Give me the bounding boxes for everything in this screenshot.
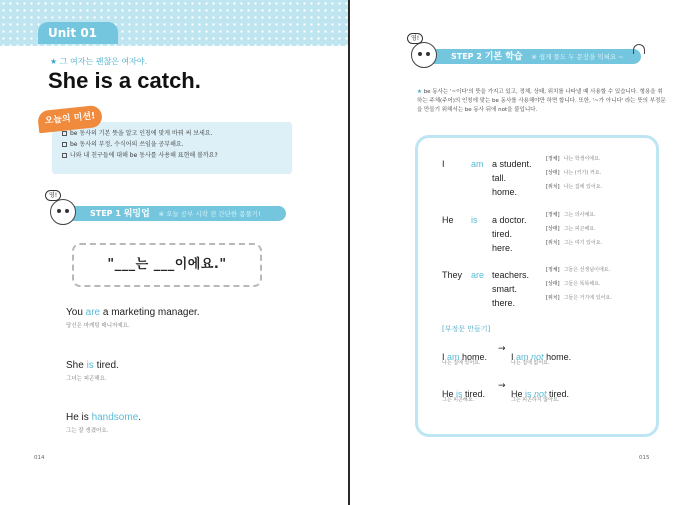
- neg-pre: I: [511, 352, 517, 362]
- word: home.: [492, 187, 518, 197]
- kr: 나는 (키가) 커요.: [563, 170, 602, 176]
- example-verb: is: [86, 360, 94, 371]
- mission-item: [62, 139, 284, 150]
- step-name: 기본 학습: [484, 52, 523, 62]
- example-sentence: [66, 307, 200, 329]
- group-translation: [546, 280, 601, 287]
- group-translation: [546, 183, 602, 190]
- tag: [위치]: [546, 295, 560, 301]
- left-page: [0, 0, 349, 505]
- group-subject: [442, 263, 462, 282]
- tag: [상태]: [546, 281, 560, 287]
- group-verb: [471, 208, 478, 227]
- example-ko: 당신은 마케팅 매니저예요.: [66, 323, 130, 329]
- neg-post: home.: [543, 352, 572, 362]
- mission-item: [62, 150, 284, 161]
- group-verb: [471, 263, 484, 282]
- right-page: [351, 0, 700, 505]
- book-gutter: [348, 0, 350, 505]
- group-translation: [546, 294, 612, 301]
- checkbox-icon: [62, 142, 67, 147]
- step-name: 워밍업: [123, 209, 150, 219]
- verb: am: [471, 159, 484, 169]
- positive-ko: 그는 피곤해요.: [442, 397, 475, 403]
- example-ko: 그녀는 피곤해요.: [66, 376, 107, 382]
- step-number: STEP 1: [90, 209, 121, 218]
- kr: 나는 집에 있어요.: [563, 184, 603, 190]
- group-word: [492, 291, 515, 310]
- subject: He: [442, 215, 454, 225]
- mission-text: 나와 내 친구들에 대해 be 동사를 사용해 표현해 볼까요?: [70, 152, 218, 159]
- example-en: [66, 412, 141, 423]
- tag: [상태]: [546, 226, 560, 232]
- speech-bubble: 영!: [45, 190, 61, 201]
- kr: 나는 학생이에요.: [563, 156, 601, 162]
- word: there.: [492, 298, 516, 308]
- word: a doctor.: [492, 215, 527, 225]
- group-word: [492, 236, 513, 255]
- star-icon: ★: [417, 89, 424, 95]
- pos-verb: am: [447, 352, 460, 362]
- word: here.: [492, 243, 513, 253]
- subtitle-text: 그 여자는 괜찮은 여자야.: [59, 57, 148, 66]
- word: a student.: [492, 159, 532, 169]
- unit-tab: [38, 22, 118, 44]
- tag: [정체]: [546, 156, 560, 162]
- group-translation: [546, 266, 610, 273]
- subject: They: [442, 270, 463, 280]
- negated-ko: 그는 피곤하지 않아요.: [511, 397, 560, 403]
- step1-label: [90, 206, 261, 222]
- step2-label: [451, 49, 624, 65]
- positive-ko: 나는 집에 있어요.: [442, 360, 481, 366]
- kr: 그는 의사예요.: [563, 212, 596, 218]
- page-number: 015: [639, 455, 650, 461]
- lesson-subtitle: [50, 56, 147, 67]
- checkbox-icon: [62, 153, 67, 158]
- neg-verb: am: [516, 352, 529, 362]
- word: tall.: [492, 173, 507, 183]
- example-post: a marketing manager.: [100, 307, 200, 318]
- step-number: STEP 2: [451, 52, 482, 61]
- group-verb: [471, 152, 484, 171]
- tag: [위치]: [546, 240, 560, 246]
- neg-not: not: [531, 352, 544, 362]
- mission-badge: 오늘의 미션!: [37, 105, 103, 134]
- verb: is: [471, 215, 478, 225]
- neg-pre: He: [511, 389, 526, 399]
- mission-box: [52, 122, 292, 174]
- example-pre: You: [66, 307, 86, 318]
- mission-item: [62, 128, 284, 139]
- neg-not: not: [534, 389, 547, 399]
- group-translation: [546, 225, 596, 232]
- group-subject: [442, 208, 454, 227]
- pos-pre: I: [442, 352, 448, 362]
- kr: 그들은 선생님이에요.: [563, 267, 611, 273]
- kr: 그들은 거기에 있어요.: [563, 295, 612, 301]
- example-pre: She: [66, 360, 87, 371]
- example-verb: are: [85, 307, 101, 318]
- word: tired.: [492, 229, 513, 239]
- group-translation: [546, 211, 596, 218]
- subject: I: [442, 159, 445, 169]
- step-desc: ※ 쉽게 풀도 두 문장을 익혀요 ~: [531, 53, 624, 61]
- speech-bubble: 영!: [407, 33, 423, 44]
- kr: 그는 여기 있어요.: [563, 240, 603, 246]
- arrow-icon: →: [498, 381, 506, 391]
- negative-heading: [부정문 만들기]: [442, 325, 491, 333]
- lesson-title: She is a catch.: [48, 68, 201, 93]
- unit-label: Unit 01: [48, 26, 98, 40]
- checkbox-icon: [62, 131, 67, 136]
- arrow-icon: →: [498, 344, 506, 354]
- example-en: [66, 360, 119, 371]
- group-translation: [546, 155, 601, 162]
- pos-post: tired.: [462, 389, 486, 399]
- tag: [정체]: [546, 267, 560, 273]
- example-sentence: [66, 360, 119, 382]
- kr: 그들은 똑똑해요.: [563, 281, 601, 287]
- example-en: [66, 307, 200, 318]
- example-pre: He is: [66, 412, 92, 423]
- group-translation: [546, 169, 601, 176]
- group-subject: [442, 152, 445, 171]
- star-icon: ★: [50, 57, 60, 66]
- headphone-icon: [633, 44, 645, 54]
- mascot-icon: [50, 199, 76, 225]
- pos-pre: He: [442, 389, 457, 399]
- kr: 그는 피곤해요.: [563, 226, 596, 232]
- word: teachers.: [492, 270, 530, 280]
- step2-bar: [425, 49, 641, 64]
- grammar-description: [417, 88, 667, 115]
- example-post: .: [138, 412, 142, 423]
- step1-bar: [64, 206, 286, 221]
- grammar-card: [415, 135, 659, 437]
- pos-post: home.: [459, 352, 488, 362]
- description-text: be 동사는 '~이다'의 뜻을 가지고 있고, 정체, 상태, 위치를 나타낼 때 사용할 수 있습니다. 형용을 취하는 주체(주어)의 인칭에 맞는 be 동사를 사용해야만 하면 합니다. 또한, '~가 아니다' 라는 뜻의 부정문을 만들기 위해서는 be 동사 뒤에 not을 붙입니다.: [417, 89, 666, 113]
- example-sentence: [66, 412, 141, 434]
- tag: [상태]: [546, 170, 560, 176]
- example-verb: handsome: [91, 412, 139, 423]
- tag: [정체]: [546, 212, 560, 218]
- pattern-text: "___는 ___이에요.": [107, 257, 227, 272]
- negated-ko: 나는 집에 없어요.: [511, 360, 550, 366]
- mission-text: be 동사의 부정, 수식어의 쓰임을 공부해요.: [70, 141, 184, 148]
- pos-verb: is: [456, 389, 463, 399]
- neg-verb: is: [525, 389, 532, 399]
- example-post: tired.: [93, 360, 119, 371]
- group-translation: [546, 239, 602, 246]
- pattern-box: [72, 243, 262, 287]
- word: smart.: [492, 284, 518, 294]
- verb: are: [471, 270, 485, 280]
- group-word: [492, 180, 517, 199]
- step-desc: ※ 오늘 공부 시작 전 간단한 몸풀기!: [158, 210, 261, 218]
- page-number: 014: [34, 455, 45, 461]
- mission-text: be 동사의 기본 뜻을 알고 인칭에 맞게 바꿔 써 보세요.: [70, 130, 213, 137]
- tag: [위치]: [546, 184, 560, 190]
- mascot-icon: [411, 42, 437, 68]
- example-ko: 그는 잘 생겼어요.: [66, 428, 109, 434]
- neg-post: tired.: [546, 389, 570, 399]
